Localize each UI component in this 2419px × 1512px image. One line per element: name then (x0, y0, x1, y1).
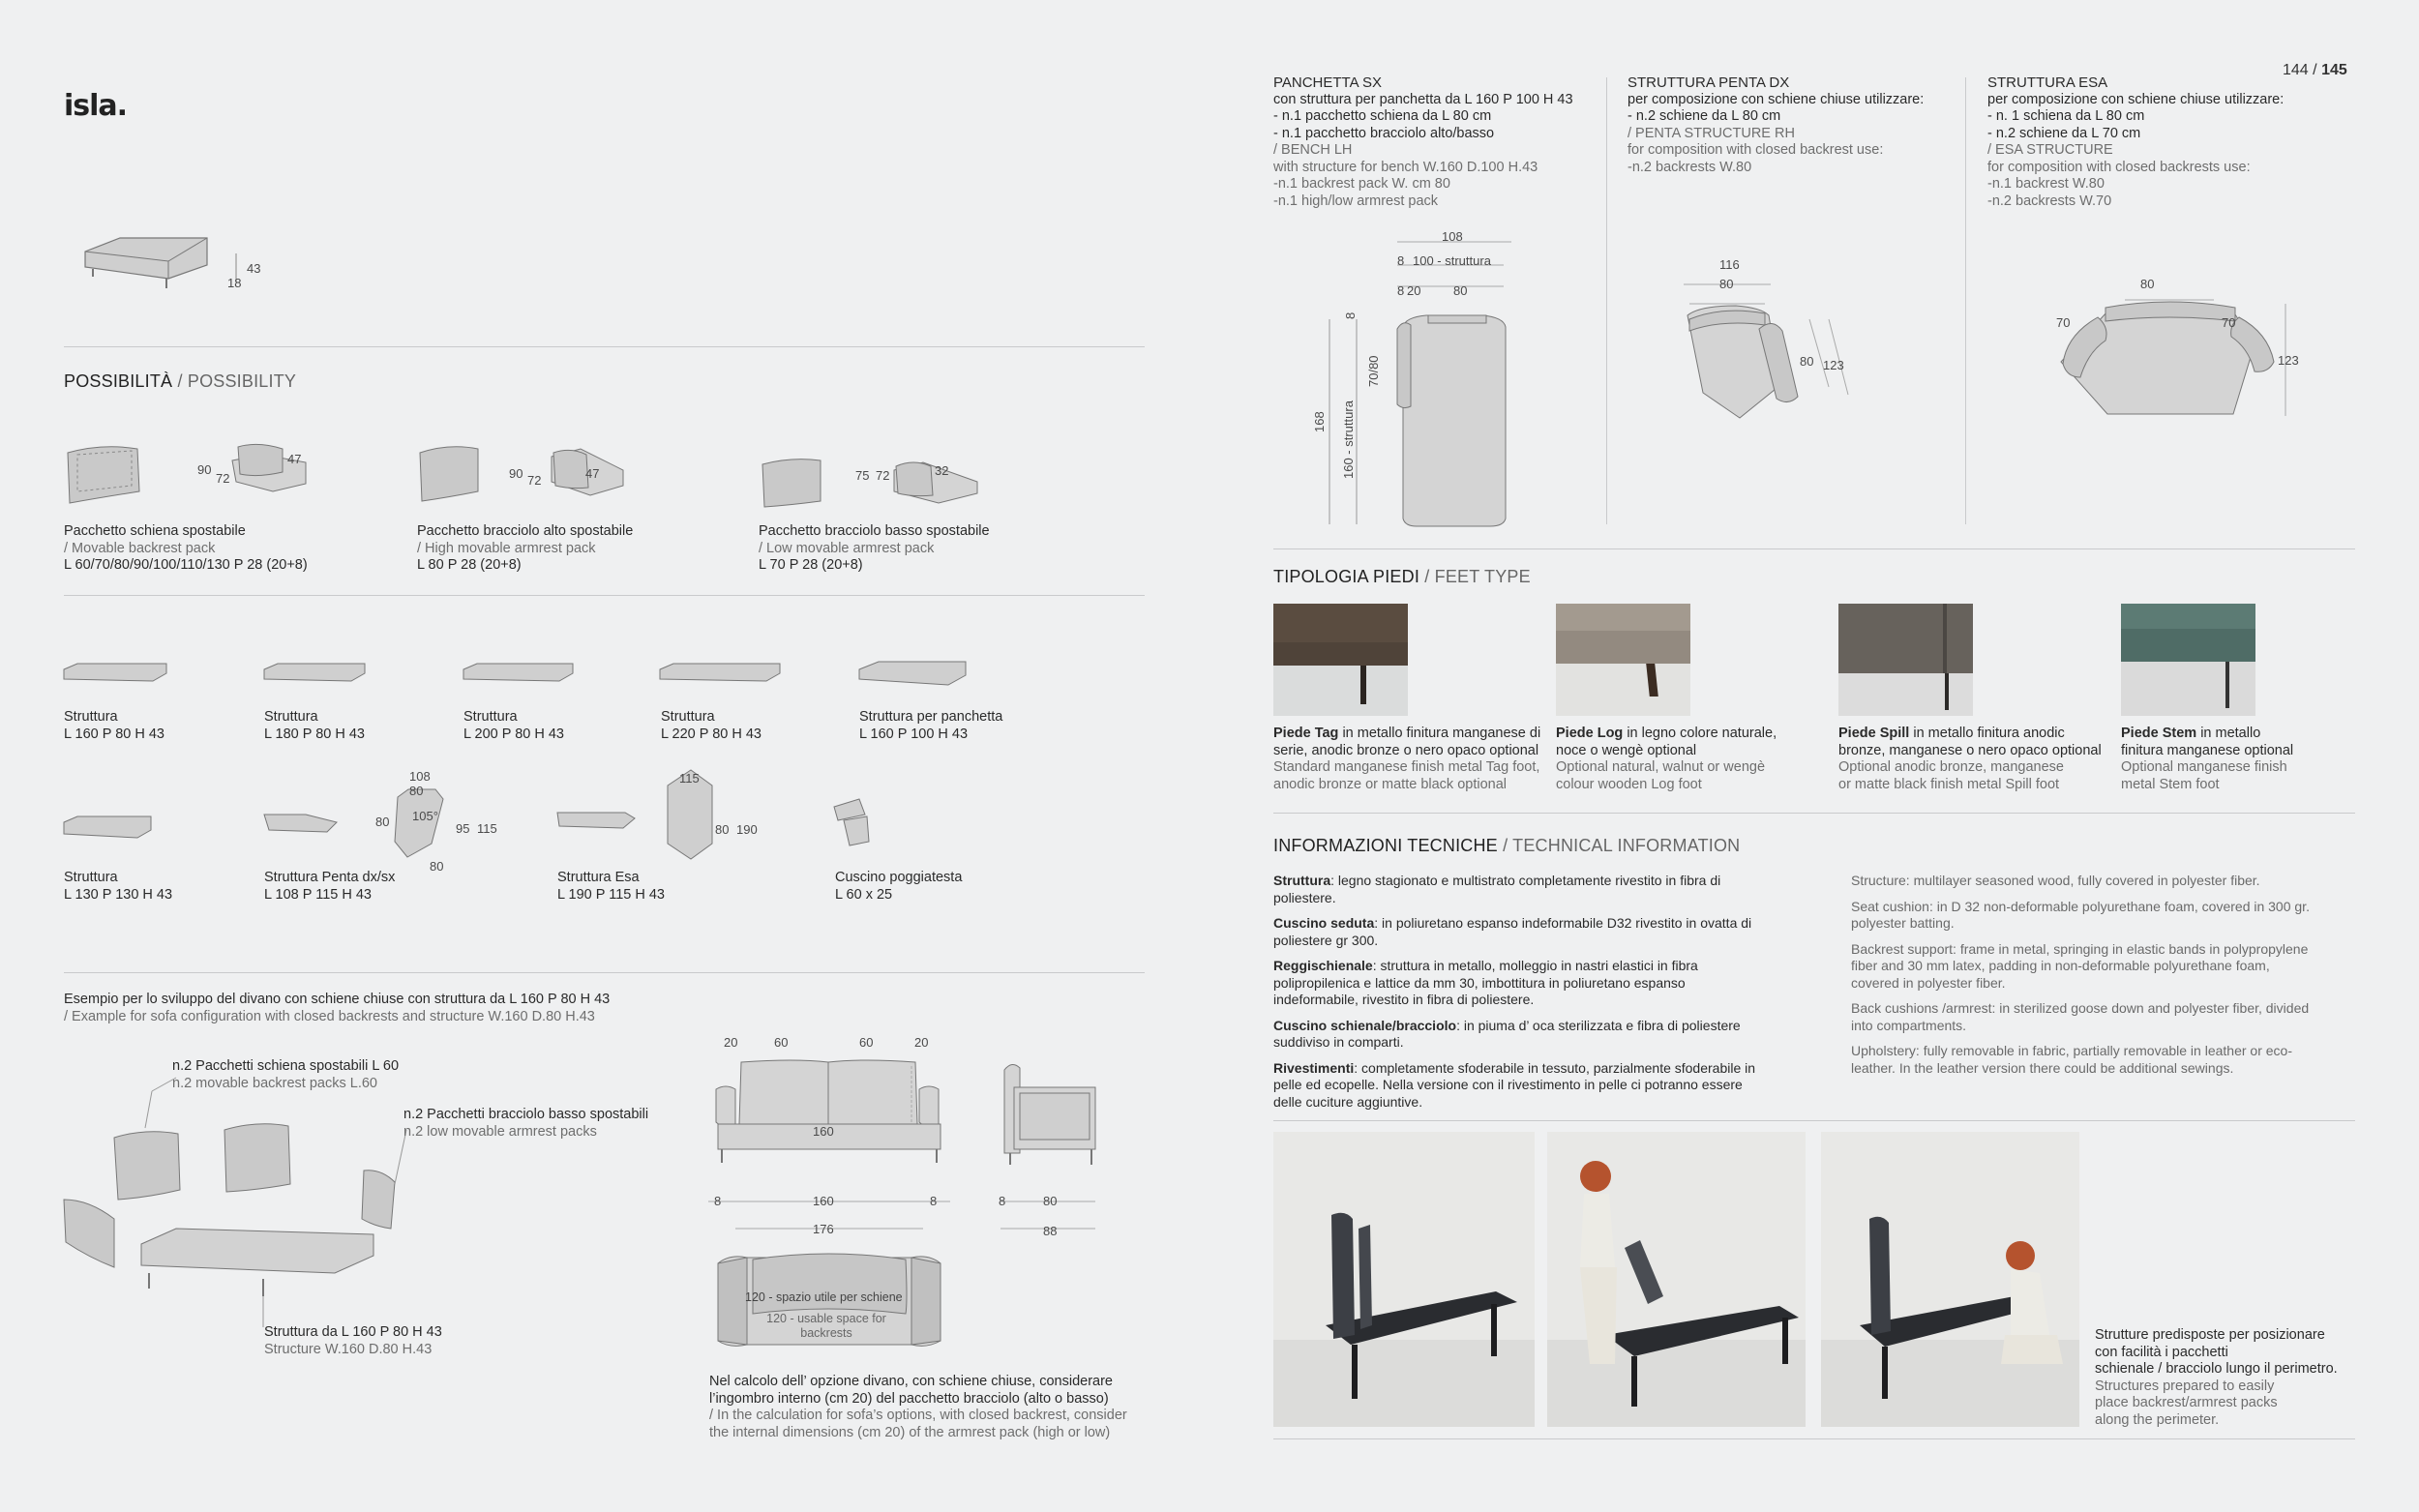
bench-dim: 8 (1343, 311, 1358, 319)
tech-it: Struttura: legno stagionato e multistrato completamente rivestito in fibra di poliestere. Cuscino seduta: in poliuretano espanso indeformabile D32 rivestito in ovatta di poliestere gr 300. Reggischienale: struttura in metallo, molleggio in nastri elastici in fibra polipropilenica e lattice da mm 30, imbottitura in poliuretano espanso indeformabile, rivestito in fibra di poliestere. Cuscino schienale/bracciolo: in piuma d’ oca sterilizzata e fibra di poliestere suddiviso in comparti. Rivestimenti: completamente sfoderabile in tessuto, parzialmente sfoderabile in pelle ed ecopelle. Nella versione con il rivestimento in pelle ci potranno essere delle cuciture aggiuntive. (1273, 873, 1756, 1110)
low-armrest-pack-illustration (759, 453, 981, 515)
foot-log-photo (1556, 604, 1690, 716)
bench-dim: 20 (1407, 283, 1421, 298)
pack-dim: 90 (197, 462, 212, 477)
esa-dim: 80 (715, 822, 730, 837)
pack-caption: Pacchetto schiena spostabile / Movable backrest pack L 60/70/80/90/100/110/130 P 28 (20+8) (64, 523, 308, 573)
penta-dim: 108 (409, 769, 431, 784)
structure-caption: Struttura per panchetta L 160 P 100 H 43 (859, 709, 1003, 742)
structure-caption: Struttura Esa L 190 P 115 H 43 (557, 870, 665, 903)
foot-tag-photo (1273, 604, 1408, 716)
pack-dim: 90 (509, 466, 523, 481)
side-dim: 80 (1043, 1194, 1058, 1208)
divider (64, 346, 1145, 347)
front-dim: 160 (813, 1124, 834, 1139)
front-dim: 176 (813, 1222, 834, 1236)
bench-dim: 100 - strutturа (1413, 253, 1491, 268)
bench-dim: 168 (1312, 411, 1327, 432)
calc-note: Nel calcolo dell’ opzione divano, con schiene chiuse, considerare l’ingombro interno (cm 20) del pacchetto bracciolo (alto o basso) / In the calculation for sofa’s options, with closed backrest, consider the internal dimensions (cm 20) of the armrest pack (high or low) (709, 1374, 1127, 1440)
structure-photo-3 (1821, 1132, 2079, 1427)
penta-dx-dim: 123 (1823, 358, 1844, 372)
penta-dim: 105° (412, 809, 438, 823)
exploded-label: n.2 Pacchetti bracciolo basso spostabili n.2 low movable armrest packs (403, 1107, 649, 1140)
penta-dx-dim: 80 (1719, 277, 1734, 291)
front-dim: 20 (914, 1035, 929, 1050)
penta-dim: 115 (477, 821, 497, 836)
example-caption: Esempio per lo sviluppo del divano con schiene chiuse con struttura da L 160 P 80 H 43 / Example for sofa configuration with closed backrests and structure W.160 D.80 H.43 (64, 992, 611, 1024)
bench-dim: 8 (1397, 253, 1405, 268)
pack-dim: 72 (876, 468, 890, 483)
esa-dim: 70 (2222, 315, 2236, 330)
foot-stem-photo (2121, 604, 2255, 716)
pouf-height: 43 (247, 261, 261, 276)
foot-stem-caption: Piede Stem in metallo finitura manganese optional Optional manganese finish metal Stem foot (2121, 726, 2294, 792)
divider (1273, 1438, 2355, 1439)
pack-dim: 32 (935, 463, 949, 478)
front-dim: 8 (714, 1194, 722, 1208)
side-dim: 88 (1043, 1224, 1058, 1238)
esa-illustration (2049, 284, 2291, 430)
bench-dim: 8 (1397, 283, 1405, 298)
divider (64, 972, 1145, 973)
penta-dx-dim: 80 (1800, 354, 1814, 369)
foot-spill-caption: Piede Spill in metallo finitura anodic bronze, manganese o nero opaco optional Optional anodic bronze, manganese or matte black finish metal Spill foot (1838, 726, 2102, 792)
backrest-pack-illustration (64, 443, 315, 511)
tech-en: Structure: multilayer seasoned wood, fully covered in polyester fiber. Seat cushion: in D 32 non-deformable polyurethane foam, covered in 300 gr. polyester batting. Backrest support: frame in metal, springing in elastic bands in polypropylene fiber and 30 mm latex, padding in non-deformable polyurethane foam, covered in polyester fiber. Back cushions /armrest: in sterilized goose down and polyester fiber, divided into compartments. Upholstery: fully removable in fabric, partially removable in leather or eco-leather. In the leather version there could be additional sewings. (1851, 873, 2310, 1076)
bench-dim: 80 (1453, 283, 1468, 298)
front-dim: 8 (930, 1194, 938, 1208)
bench-dim: 108 (1442, 229, 1463, 244)
possibility-title: POSSIBILITÀ / POSSIBILITY (64, 371, 297, 391)
esa-dim: 190 (736, 822, 758, 837)
pack-dim: 47 (585, 466, 600, 481)
feet-title: TIPOLOGIA PIEDI / FEET TYPE (1273, 567, 1531, 586)
divider (1606, 77, 1607, 524)
esa-dim: 123 (2278, 353, 2299, 368)
photo-caption: Strutture predisposte per posizionare con facilità i pacchetti schienale / bracciolo lungo il perimetro. Structures prepared to easily place backrest/armrest packs along the perimeter. (2095, 1327, 2338, 1428)
bench-plan-illustration (1297, 232, 1519, 532)
pack-dim: 72 (527, 473, 542, 488)
divider (1273, 1120, 2355, 1121)
penta-dim: 80 (409, 784, 424, 798)
penta-dim: 95 (456, 821, 470, 836)
brand-logo: isla. (64, 89, 128, 123)
bench-dim: 70/80 (1366, 355, 1381, 387)
structure-caption: Cuscino poggiatesta L 60 x 25 (835, 870, 963, 903)
divider (1965, 77, 1966, 524)
top-view-label-it: 120 - spazio utile per schiene (745, 1290, 903, 1304)
foot-tag-caption: Piede Tag in metallo finitura manganese di serie, anodic bronze o nero opaco optional Standard manganese finish metal Tag foot, anodic bronze or matte black optional (1273, 726, 1541, 792)
side-dim: 8 (999, 1194, 1006, 1208)
foot-spill-photo (1838, 604, 1973, 716)
esa-dim: 115 (679, 771, 700, 786)
front-dim: 60 (774, 1035, 789, 1050)
exploded-sofa-illustration (60, 1064, 447, 1335)
exploded-label: Struttura da L 160 P 80 H 43 Structure W.160 D.80 H.43 (264, 1324, 442, 1357)
structure-caption: Struttura L 160 P 80 H 43 (64, 709, 164, 742)
divider (64, 595, 1145, 596)
spec-penta-dx: STRUTTURA PENTA DX per composizione con schiene chiuse utilizzare: - n.2 schiene da L 80 cm / PENTA STRUCTURE RH for composition with closed backrest use: -n.2 backrests W.80 (1628, 74, 1925, 175)
structure-photo-2 (1547, 1132, 1806, 1427)
exploded-label: n.2 Pacchetti schiena spostabili L 60 n.2 movable backrest packs L.60 (172, 1058, 400, 1091)
front-dim: 60 (859, 1035, 874, 1050)
pack-dim: 47 (287, 452, 302, 466)
pack-caption: Pacchetto bracciolo basso spostabile / Low movable armrest pack L 70 P 28 (20+8) (759, 523, 990, 573)
structure-caption: Struttura L 220 P 80 H 43 (661, 709, 762, 742)
penta-dim: 80 (430, 859, 444, 874)
structure-caption: Struttura Penta dx/sx L 108 P 115 H 43 (264, 870, 396, 903)
page-numbers: 144 / 145 (2283, 62, 2347, 78)
penta-dx-dim: 116 (1719, 257, 1740, 272)
spec-esa: STRUTTURA ESA per composizione con schiene chiuse utilizzare: - n. 1 schiena da L 80 cm - n.2 schiene da L 70 cm / ESA STRUCTURE for composition with closed backrests use: -n.1 backrest W.80 -n.2 backrests W.70 (1987, 74, 2285, 209)
esa-dim: 70 (2056, 315, 2071, 330)
top-view-label-en: 120 - usable space for backrests (766, 1312, 886, 1340)
bench-dim: 160 - struttura (1341, 400, 1356, 479)
spec-bench: PANCHETTA SX con struttura per panchetta da L 160 P 100 H 43 - n.1 pacchetto schiena da L 80 cm - n.1 pacchetto bracciolo alto/basso / BENCH LH with structure for bench W.160 D.100 H.43 -n.1 backrest pack W. cm 80 -n.1 high/low armrest pack (1273, 74, 1573, 209)
pouf-depth: 18 (227, 276, 242, 290)
pack-dim: 72 (216, 471, 230, 486)
penta-dim: 80 (375, 815, 390, 829)
divider (1273, 813, 2355, 814)
foot-log-caption: Piede Log in legno colore naturale, noce o wengè optional Optional natural, walnut or wengè colour wooden Log foot (1556, 726, 1777, 792)
pack-caption: Pacchetto bracciolo alto spostabile / High movable armrest pack L 80 P 28 (20+8) (417, 523, 634, 573)
structures-row1-illustration (64, 662, 1031, 697)
esa-dim: 80 (2140, 277, 2155, 291)
structure-caption: Struttura L 200 P 80 H 43 (463, 709, 564, 742)
structure-caption: Struttura L 180 P 80 H 43 (264, 709, 365, 742)
divider (1273, 548, 2355, 549)
tech-title: INFORMAZIONI TECNICHE / TECHNICAL INFORMATION (1273, 836, 1741, 855)
structure-caption: Struttura L 130 P 130 H 43 (64, 870, 173, 903)
front-dim: 20 (724, 1035, 738, 1050)
front-dim: 160 (813, 1194, 834, 1208)
pack-dim: 75 (855, 468, 870, 483)
structure-photo-1 (1273, 1132, 1535, 1427)
penta-dx-illustration (1684, 271, 1858, 426)
